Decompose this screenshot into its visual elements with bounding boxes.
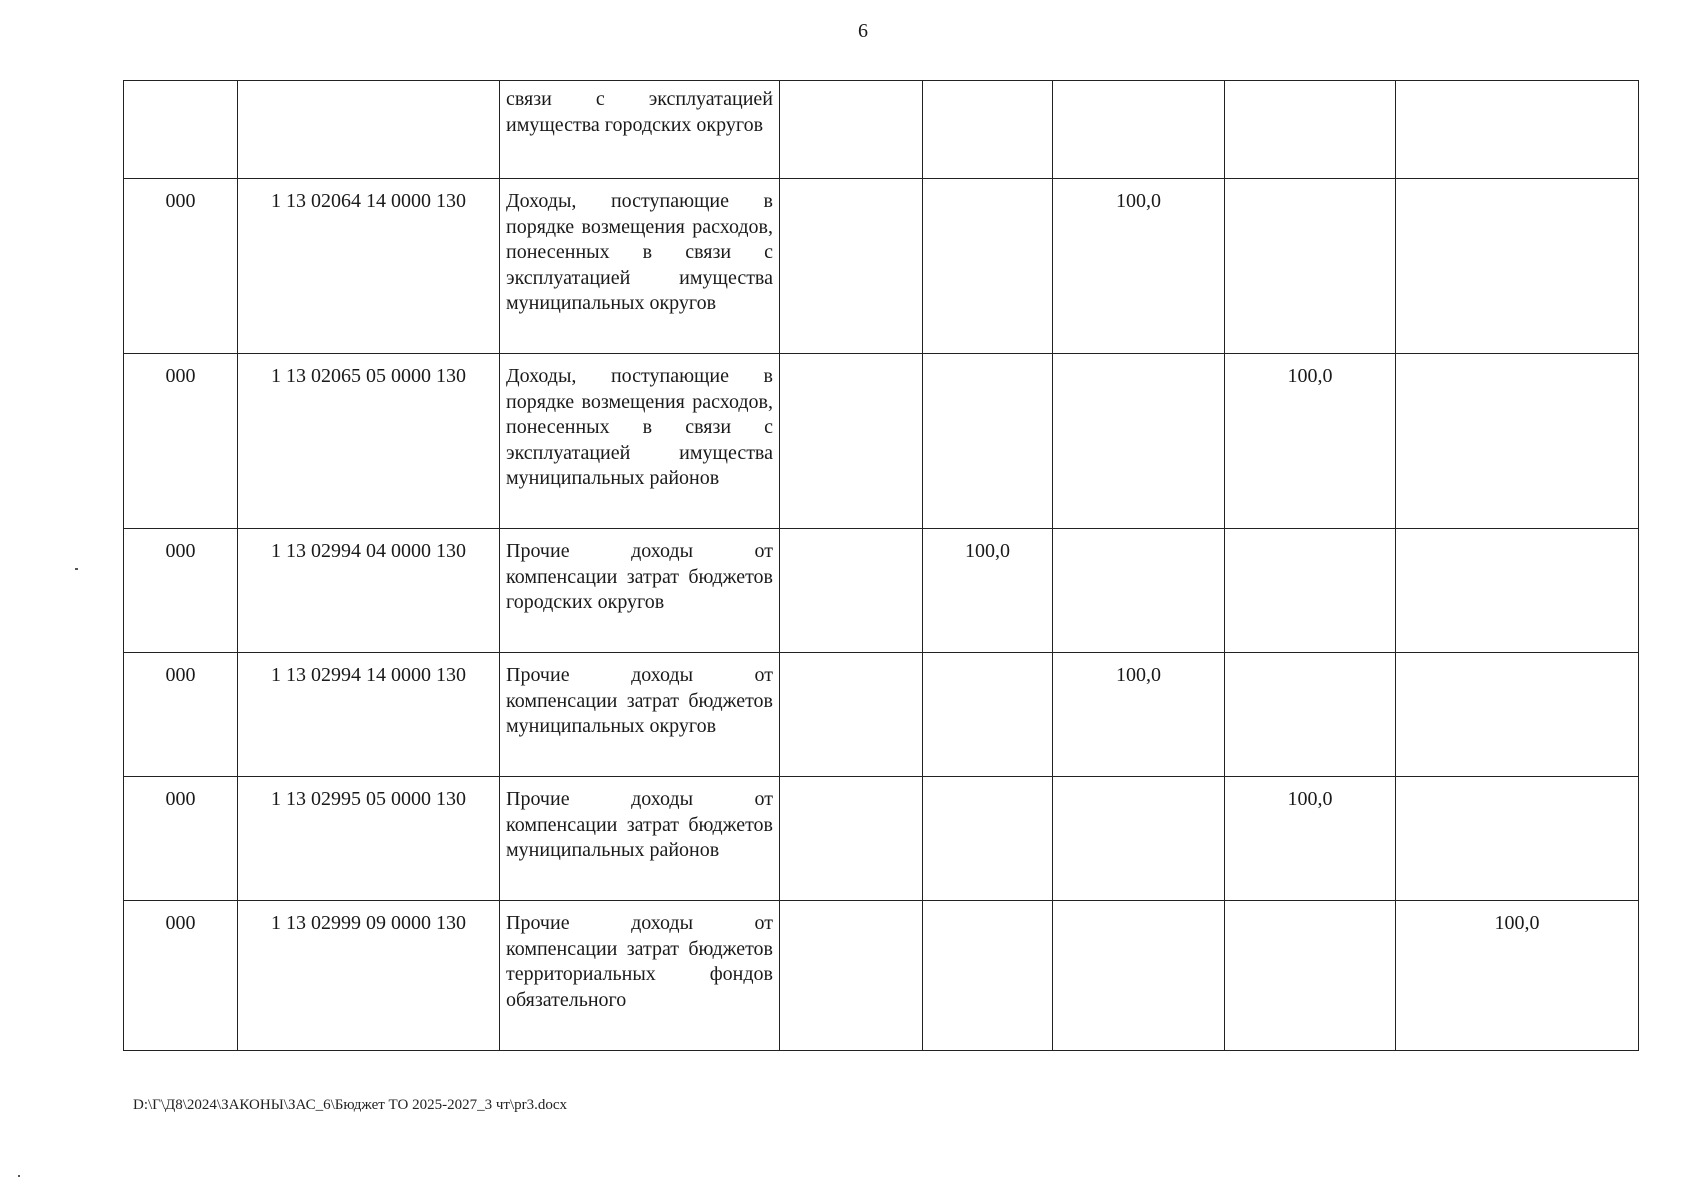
admin-code-cell: 000	[124, 354, 238, 529]
budget-code-cell: 1 13 02994 14 0000 130	[238, 653, 500, 777]
value-cell	[1053, 777, 1225, 901]
value-cell	[1396, 529, 1639, 653]
table-row	[124, 777, 1639, 901]
value-cell: 100,0	[1396, 901, 1639, 1051]
value-cell	[923, 81, 1053, 179]
value-cell	[1053, 901, 1225, 1051]
value-cell	[1053, 354, 1225, 529]
table-row	[124, 179, 1639, 354]
value-cell	[780, 81, 923, 179]
description-cell: Прочие доходы от компенсации затрат бюджетов муниципальных округов	[500, 653, 780, 777]
value-cell	[923, 354, 1053, 529]
file-path-footer: D:\Г\Д8\2024\ЗАКОНЫ\ЗАС_6\Бюджет ТО 2025-2027_3 чт\pr3.docx	[133, 1097, 568, 1113]
value-cell	[1053, 529, 1225, 653]
value-cell	[780, 777, 923, 901]
budget-code-cell: 1 13 02064 14 0000 130	[238, 179, 500, 354]
value-cell: 100,0	[1225, 354, 1396, 529]
description-cell: связи с эксплуатацией имущества городских округов	[500, 81, 780, 179]
description-cell: Доходы, поступающие в порядке возмещения расходов, понесенных в связи с эксплуатацией имущества муниципальных округов	[500, 179, 780, 354]
table-row	[124, 529, 1639, 653]
value-cell	[1225, 81, 1396, 179]
value-cell: 100,0	[1225, 777, 1396, 901]
value-cell	[780, 901, 923, 1051]
value-cell	[780, 653, 923, 777]
value-cell: 100,0	[1053, 179, 1225, 354]
value-cell	[1396, 179, 1639, 354]
description-cell: Прочие доходы от компенсации затрат бюджетов территориальных фондов обязательного	[500, 901, 780, 1051]
table-row	[124, 653, 1639, 777]
table-row	[124, 901, 1639, 1051]
value-cell	[780, 529, 923, 653]
description-cell: Прочие доходы от компенсации затрат бюджетов муниципальных районов	[500, 777, 780, 901]
value-cell	[1225, 653, 1396, 777]
value-cell: 100,0	[1053, 653, 1225, 777]
value-cell	[923, 179, 1053, 354]
value-cell	[780, 179, 923, 354]
value-cell	[780, 354, 923, 529]
admin-code-cell: 000	[124, 777, 238, 901]
value-cell	[1053, 81, 1225, 179]
value-cell	[1225, 901, 1396, 1051]
table-row	[124, 354, 1639, 529]
admin-code-cell: 000	[124, 901, 238, 1051]
description-cell: Доходы, поступающие в порядке возмещения расходов, понесенных в связи с эксплуатацией имущества муниципальных районов	[500, 354, 780, 529]
admin-code-cell: 000	[124, 179, 238, 354]
description-cell: Прочие доходы от компенсации затрат бюджетов городских округов	[500, 529, 780, 653]
value-cell	[1396, 81, 1639, 179]
scan-speck	[18, 1175, 20, 1177]
value-cell	[923, 653, 1053, 777]
table-row	[124, 81, 1639, 179]
admin-code-cell	[124, 81, 238, 179]
value-cell	[1225, 529, 1396, 653]
value-cell	[923, 777, 1053, 901]
budget-code-cell: 1 13 02999 09 0000 130	[238, 901, 500, 1051]
scan-speck	[75, 568, 78, 570]
value-cell	[1396, 777, 1639, 901]
value-cell	[923, 901, 1053, 1051]
budget-code-cell: 1 13 02994 04 0000 130	[238, 529, 500, 653]
value-cell	[1396, 354, 1639, 529]
table-body	[124, 81, 1639, 1051]
admin-code-cell: 000	[124, 653, 238, 777]
page-number: 6	[858, 20, 868, 42]
budget-code-cell: 1 13 02065 05 0000 130	[238, 354, 500, 529]
budget-code-cell: 1 13 02995 05 0000 130	[238, 777, 500, 901]
value-cell	[1225, 179, 1396, 354]
value-cell	[1396, 653, 1639, 777]
budget-revenue-table	[123, 80, 1639, 1051]
budget-code-cell	[238, 81, 500, 179]
admin-code-cell: 000	[124, 529, 238, 653]
value-cell: 100,0	[923, 529, 1053, 653]
